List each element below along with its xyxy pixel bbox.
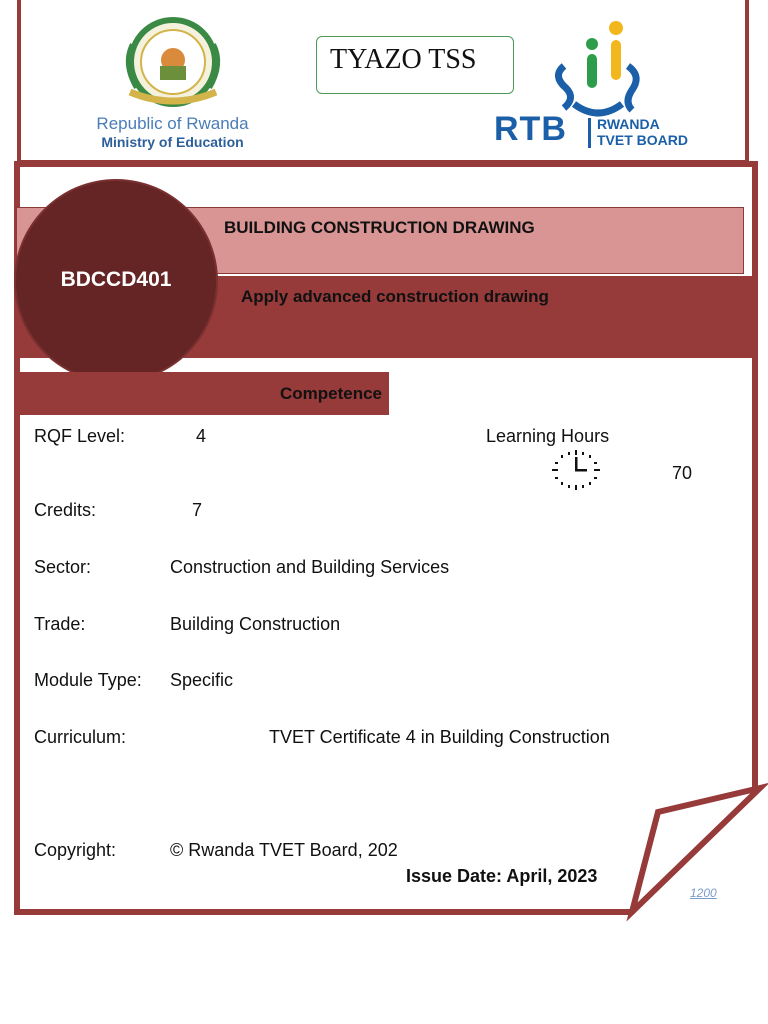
rqf-level-value: 4	[196, 426, 207, 446]
rqf-level-label: RQF Level:	[34, 426, 126, 446]
module-type-label: Module Type:	[34, 670, 142, 690]
rtb-logo	[492, 18, 722, 153]
learning-hours-label: Learning Hours	[486, 426, 610, 446]
rtb-name-line2: TVET BOARD	[597, 132, 688, 148]
credits-label: Credits:	[34, 500, 97, 520]
rtb-name-line1: RWANDA	[597, 116, 660, 132]
clock-icon	[549, 448, 603, 492]
sector-label: Sector:	[34, 557, 92, 577]
copyright-value: © Rwanda TVET Board, 202	[170, 840, 398, 860]
credits-value: 7	[192, 500, 203, 520]
module-title: BUILDING CONSTRUCTION DRAWING	[224, 218, 535, 237]
ministry-line1: Republic of Rwanda	[96, 114, 249, 133]
issue-date: Issue Date: April, 2023	[406, 866, 598, 886]
trade-value: Building Construction	[170, 614, 341, 634]
module-code: BDCCD401	[60, 268, 172, 291]
module-type-value: Specific	[170, 670, 234, 690]
sector-value: Construction and Building Services	[170, 557, 450, 577]
competence-label: Competence	[279, 384, 382, 403]
curriculum-value: TVET Certificate 4 in Building Construction	[269, 727, 610, 747]
page-number: 1200	[690, 886, 717, 900]
copyright-label: Copyright:	[34, 840, 117, 860]
ministry-line2: Ministry of Education	[101, 134, 244, 150]
rtb-abbrev: RTB	[494, 110, 567, 148]
competence-statement: Apply advanced construction drawing	[241, 287, 549, 306]
school-name: TYAZO TSS	[330, 44, 477, 75]
rtb-divider	[588, 118, 591, 148]
trade-label: Trade:	[34, 614, 86, 634]
learning-hours-value: 70	[672, 463, 693, 483]
curriculum-label: Curriculum:	[34, 727, 127, 747]
